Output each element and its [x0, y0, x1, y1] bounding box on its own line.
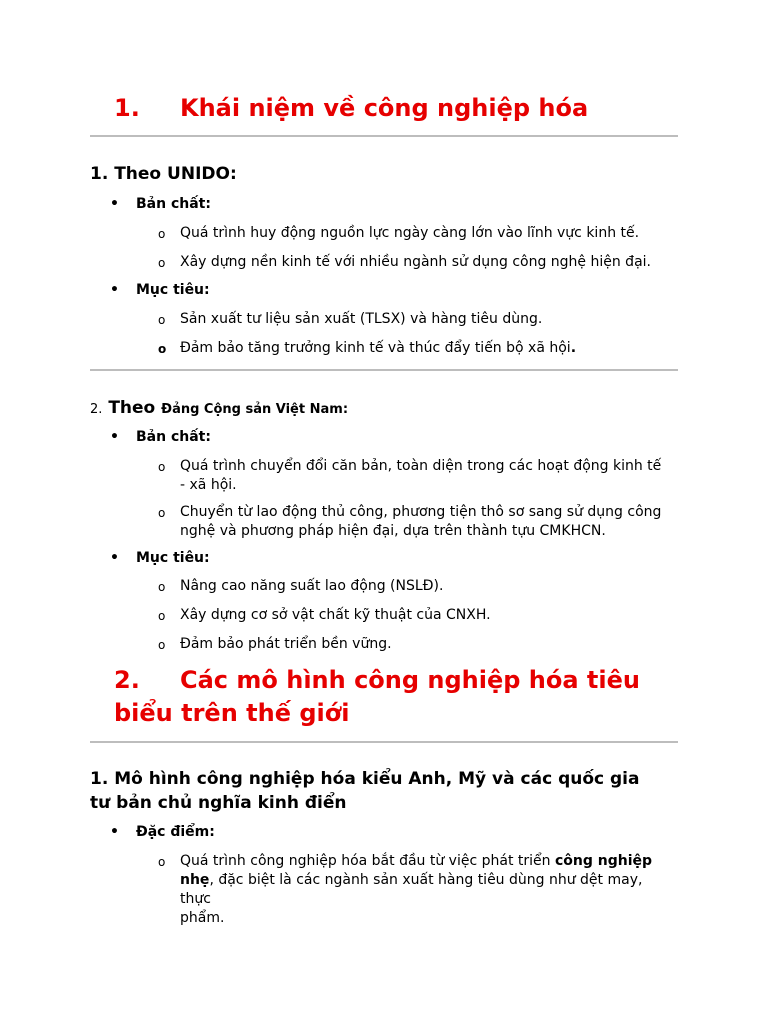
subsection-model-heading: [90, 767, 639, 815]
sub-bullet-icon: o: [158, 855, 166, 869]
bullet-label: Mục tiêu:: [136, 282, 210, 298]
list-item: [158, 635, 670, 654]
list-item-text-suffix: .: [570, 340, 577, 356]
list-item: [158, 503, 670, 541]
subsection-dcsvn-heading: [90, 396, 348, 422]
list-item: [158, 852, 670, 928]
list-item: [158, 457, 670, 495]
sub-bullet-icon: o: [158, 580, 166, 594]
subsection-model-heading-line1: 1. Mô hình công nghiệp hóa kiểu Anh, Mỹ và các quốc gia: [90, 769, 640, 789]
list-item: [158, 310, 670, 329]
sub-bullet-icon: o: [158, 460, 166, 474]
bullet-ban-chat: [110, 196, 211, 212]
sub-bullet-icon: o: [158, 638, 166, 652]
list-item: [158, 224, 670, 243]
sub-bullet-icon: o: [158, 342, 167, 356]
list-item-text-bold: công nghiệp: [554, 853, 653, 869]
bullet-label: Bản chất:: [136, 429, 211, 445]
section-2-title-line2: biểu trên thế giới: [114, 699, 350, 727]
bullet-label: Đặc điểm:: [136, 824, 215, 840]
list-item-text: Quá trình huy động nguồn lực ngày càng lớn vào lĩnh vực kinh tế.: [180, 225, 640, 241]
bullet-dac-diem: [110, 824, 215, 840]
list-item-text: [180, 852, 670, 928]
sub-bullet-icon: o: [158, 313, 166, 327]
sub-bullet-icon: o: [158, 227, 166, 241]
list-item-text: Sản xuất tư liệu sản xuất (TLSX) và hàng tiêu dùng.: [180, 311, 543, 327]
list-item-text: [180, 339, 670, 358]
bullet-muc-tieu: [110, 550, 210, 566]
divider: [90, 741, 678, 743]
sub-bullet-icon: o: [158, 609, 166, 623]
bullet-label: Mục tiêu:: [136, 550, 210, 566]
bullet-icon: •: [110, 282, 119, 298]
divider: [90, 369, 678, 371]
list-item-text-main: Đảm bảo tăng trưởng kinh tế và thúc đẩy tiến bộ xã hội: [180, 340, 571, 356]
bullet-icon: •: [110, 196, 119, 212]
section-1-title: Khái niệm về công nghiệp hóa: [180, 94, 589, 122]
bullet-muc-tieu: [110, 282, 210, 298]
section-2-title-line1: Các mô hình công nghiệp hóa tiêu: [180, 666, 640, 694]
bullet-icon: •: [110, 429, 119, 445]
list-item: [158, 606, 670, 625]
bullet-icon: •: [110, 550, 119, 566]
section-1-number: 1.: [114, 94, 140, 122]
sub-bullet-icon: o: [158, 256, 166, 270]
bullet-label: Bản chất:: [136, 196, 211, 212]
list-item: [158, 339, 670, 358]
list-item-text: Chuyển từ lao động thủ công, phương tiện thô sơ sang sử dụng công nghệ và phương pháp hiện đại, dựa trên thành tựu CMKHCN.: [180, 504, 662, 539]
list-item-text: Nâng cao năng suất lao động (NSLĐ).: [180, 578, 444, 594]
list-item-text: Quá trình chuyển đổi căn bản, toàn diện trong các hoạt động kinh tế - xã hội.: [180, 458, 662, 493]
subsection-number: 2.: [90, 402, 103, 417]
list-item-text-post: , đặc biệt là các ngành sản xuất hàng tiêu dùng như dệt may, thực: [180, 872, 643, 907]
section-1-heading: [114, 92, 588, 125]
bullet-icon: •: [110, 824, 119, 840]
divider: [90, 135, 678, 137]
list-item-text: Đảm bảo phát triển bền vững.: [180, 636, 392, 652]
bullet-ban-chat: [110, 429, 211, 445]
subsection-model-heading-line2: tư bản chủ nghĩa kinh điển: [90, 793, 347, 813]
list-item-text-bold: nhẹ: [180, 872, 210, 888]
list-item: [158, 253, 670, 272]
list-item: [158, 577, 670, 596]
section-2-heading-cont: [114, 697, 349, 730]
section-2-number: 2.: [114, 666, 140, 694]
list-item-text: Xây dựng cơ sở vật chất kỹ thuật của CNXH.: [180, 607, 491, 623]
list-item-text-pre: Quá trình công nghiệp hóa bắt đầu từ việc phát triển: [180, 853, 555, 869]
subsection-unido-heading: 1. Theo UNIDO:: [90, 164, 237, 184]
list-item-text-post: phẩm.: [180, 910, 225, 926]
section-2-heading: [114, 664, 640, 697]
list-item-text: Xây dựng nền kinh tế với nhiều ngành sử dụng công nghệ hiện đại.: [180, 254, 651, 270]
sub-bullet-icon: o: [158, 506, 166, 520]
subsection-org: Đảng Cộng sản Việt Nam:: [161, 402, 349, 417]
subsection-theo: Theo: [108, 398, 156, 418]
